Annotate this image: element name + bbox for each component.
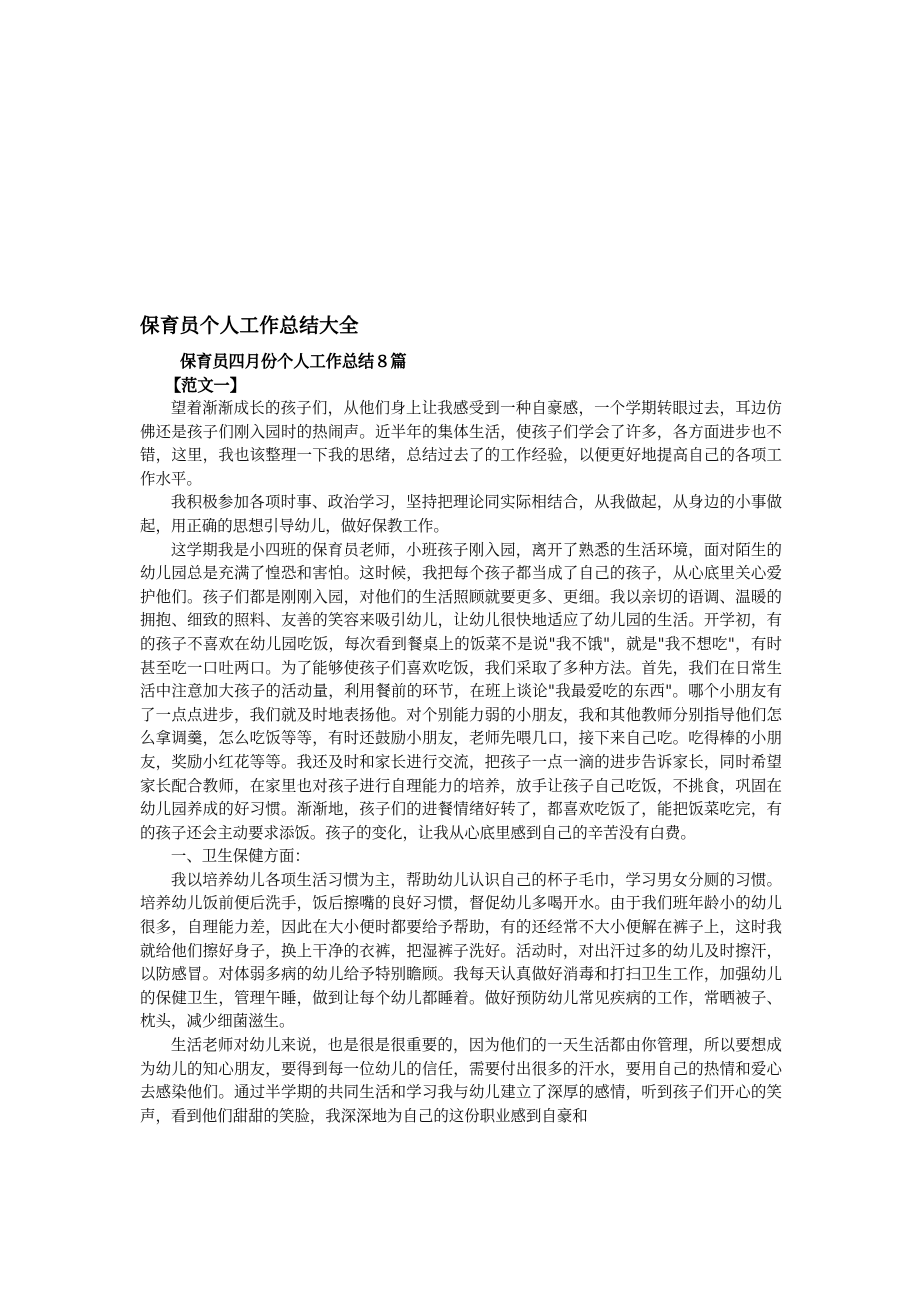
paragraph: 望着渐渐成长的孩子们，从他们身上让我感受到一种自豪感，一个学期转眼过去，耳边仿佛还是孩子们刚入园时的热闹声。近半年的集体生活，使孩子们学会了许多，各方面进步也不错，这里，我也该整理一下我的思绪，总结过去了的工作经验，以便更好地提高自己的各项工作水平。 bbox=[140, 399, 782, 488]
paragraph: 我以培养幼儿各项生活习惯为主，帮助幼儿认识自己的杯子毛巾，学习男女分厕的习惯。培养幼儿饭前便后洗手，饭后擦嘴的良好习惯，督促幼儿多喝开水。由于我们班年龄小的幼儿很多，自理能力差，因此在大小便时都要给予帮助，有的还经常不大小便解在裤子上，这时我就给他们擦好身子，换上干净的衣裤，把湿裤子洗好。活动时，对出汗过多的幼儿及时擦汗，以防感冒。对体弱多病的幼儿给予特别瞻顾。我每天认真做好消毒和打扫卫生工作，加强幼儿的保健卫生，管理午睡，做到让每个幼儿都睡着。做好预防幼儿常见疾病的工作，常晒被子、枕头，减少细菌滋生。 bbox=[140, 870, 782, 1031]
document-subtitle: 保育员四月份个人工作总结８篇 bbox=[180, 352, 407, 371]
section-heading: 一、卫生保健方面： bbox=[170, 847, 310, 866]
body-text bbox=[140, 397, 782, 1128]
document-content bbox=[140, 312, 782, 1128]
paragraph: 我积极参加各项时事、政治学习，坚持把理论同实际相结合，从我做起，从身边的小事做起，用正确的思想引导幼儿，做好保教工作。 bbox=[140, 493, 782, 535]
paragraph: 这学期我是小四班的保育员老师，小班孩子刚入园，离开了熟悉的生活环境，面对陌生的幼儿园总是充满了惶恐和害怕。这时候，我把每个孩子都当成了自己的孩子，从心底里关心爱护他们。孩子们都是刚刚入园，对他们的生活照顾就要更多、更细。我以亲切的语调、温暖的拥抱、细致的照料、友善的笑容来吸引幼儿，让幼儿很快地适应了幼儿园的生活。开学初，有的孩子不喜欢在幼儿园吃饭，每次看到餐桌上的饭菜不是说"我不饿"，就是"我不想吃"，有时甚至吃一口吐两口。为了能够使孩子们喜欢吃饭，我们采取了多种方法。首先，我们在日常生活中注意加大孩子的活动量，利用餐前的环节，在班上谈论"我最爱吃的东西"。哪个小朋友有了一点点进步，我们就及时地表扬他。对个别能力弱的小朋友，我和其他教师分别指导他们怎么拿调羹，怎么吃饭等等，有时还鼓励小朋友，老师先喂几口，接下来自己吃。吃得棒的小朋友，奖励小红花等等。我还及时和家长进行交流，把孩子一点一滴的进步告诉家长，同时希望家长配合教师，在家里也对孩子进行自理能力的培养，放手让孩子自己吃饭，不挑食，巩固在幼儿园养成的好习惯。渐渐地，孩子们的进餐情绪好转了，都喜欢吃饭了，能把饭菜吃完，有的孩子还会主动要求添饭。孩子的变化，让我从心底里感到自己的辛苦没有白费。 bbox=[140, 540, 782, 842]
document-title: 保育员个人工作总结大全 bbox=[140, 314, 359, 337]
section-label: 【范文一】 bbox=[165, 376, 246, 395]
paragraph: 生活老师对幼儿来说，也是很是很重要的，因为他们的一天生活都由你管理，所以要想成为幼儿的知心朋友，要得到每一位幼儿的信任，需要付出很多的汗水，要用自己的热情和爱心去感染他们。通过半学期的共同生活和学习我与幼儿建立了深厚的感情，听到孩子们开心的笑声，看到他们甜甜的笑脸，我深深地为自己的这份职业感到自豪和 bbox=[140, 1036, 782, 1125]
